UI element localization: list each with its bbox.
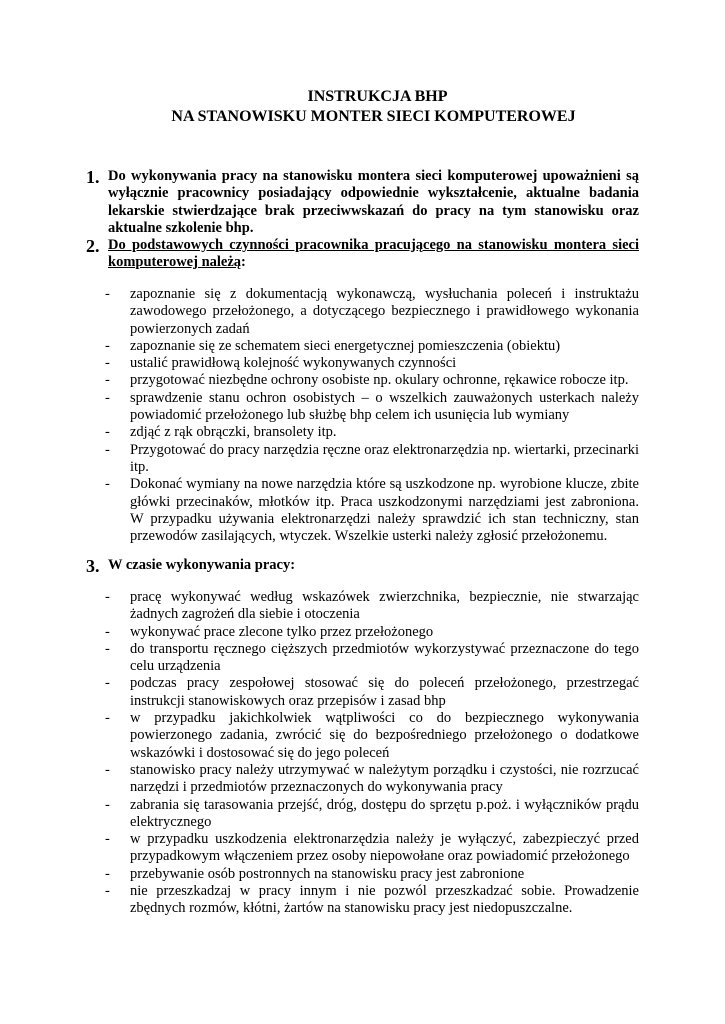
list-item bbox=[105, 883, 639, 918]
section-2-list bbox=[105, 286, 639, 545]
title-line-2: NA STANOWISKU MONTER SIECI KOMPUTEROWEJ bbox=[171, 108, 576, 125]
list-bullet: - bbox=[105, 761, 110, 778]
list-item bbox=[105, 476, 639, 545]
list-item-text: w przypadku jakichkolwiek wątpliwości co do bezpiecznego wykonywania powierzonego zadania, zwrócić się do bezpośredniego przełożonego o dodatkowe wskazówki i dostosować się do jego poleceń bbox=[130, 710, 639, 761]
list-bullet: - bbox=[105, 831, 110, 848]
list-item bbox=[105, 675, 639, 710]
list-bullet: - bbox=[105, 476, 110, 493]
list-item-text: w przypadku uszkodzenia elektronarzędzia należy je wyłączyć, zabezpieczyć przed przypadkowym włączeniem przez osoby niepowołane oraz powiadomić przełożonego bbox=[130, 831, 639, 865]
list-item bbox=[105, 624, 639, 641]
list-bullet: - bbox=[105, 372, 110, 389]
list-bullet: - bbox=[105, 865, 110, 882]
list-item bbox=[105, 762, 639, 797]
list-item bbox=[105, 710, 639, 762]
list-item-text: do transportu ręcznego cięższych przedmiotów wykorzystywać przeznaczone do tego celu urządzenia bbox=[130, 640, 639, 675]
list-item bbox=[105, 866, 639, 883]
section-heading-suffix: : bbox=[241, 254, 246, 271]
section-3-list bbox=[105, 589, 639, 918]
list-item-text: zabrania się tarasowania przejść, dróg, dostępu do sprzętu p.poż. i wyłączników prądu elektrycznego bbox=[130, 796, 639, 830]
list-bullet: - bbox=[105, 883, 110, 900]
list-bullet: - bbox=[105, 286, 110, 302]
list-item bbox=[105, 424, 639, 441]
list-item-text: przebywanie osób postronnych na stanowisku pracy jest zabronione bbox=[130, 865, 525, 882]
list-item bbox=[105, 797, 639, 832]
section-number: 1. bbox=[86, 167, 100, 187]
list-bullet: - bbox=[105, 796, 110, 813]
list-item bbox=[105, 641, 639, 676]
list-item bbox=[105, 390, 639, 425]
list-item-text: wykonywać prace zlecone tylko przez przełożonego bbox=[130, 623, 434, 640]
section-text bbox=[108, 237, 639, 272]
section-1 bbox=[86, 168, 639, 237]
list-item bbox=[105, 442, 639, 477]
list-item-text: zdjąć z rąk obrączki, bransolety itp. bbox=[130, 424, 337, 441]
list-item bbox=[105, 831, 639, 866]
section-number: 2. bbox=[86, 236, 100, 256]
section-3 bbox=[86, 557, 639, 574]
list-item-text: zapoznanie się ze schematem sieci energetycznej pomieszczenia (obiektu) bbox=[130, 337, 561, 354]
list-bullet: - bbox=[105, 710, 110, 727]
list-item-text: podczas pracy zespołowej stosować się do poleceń przełożonego, przestrzegać instrukcji stanowiskowych oraz przepisów i zasad bhp bbox=[130, 675, 639, 709]
list-item bbox=[105, 338, 639, 355]
list-item-text: ustalić prawidłową kolejność wykonywanych czynności bbox=[130, 355, 457, 372]
section-text: W czasie wykonywania pracy: bbox=[108, 557, 296, 573]
list-bullet: - bbox=[105, 675, 110, 692]
document-title bbox=[0, 87, 725, 127]
list-item-text: przygotować niezbędne ochrony osobiste np. okulary ochronne, rękawice robocze itp. bbox=[130, 372, 629, 389]
section-heading-text: Do podstawowych czynności pracownika pracującego na stanowisku montera sieci komputerowej należą bbox=[108, 237, 639, 271]
list-item-text: nie przeszkadzaj w pracy innym i nie pozwól przeszkadzać sobie. Prowadzenie zbędnych rozmów, kłótni, żartów na stanowisku pracy jest niedopuszczalne. bbox=[130, 883, 639, 917]
list-bullet: - bbox=[105, 640, 110, 657]
list-item-text: Dokonać wymiany na nowe narzędzia które są uszkodzone np. wyrobione klucze, zbite główki przecinaków, młotków itp. Praca uszkodzonymi narzędziami jest zabroniona. W przypadku używania elektronarzędzi należy sprawdzić ich stan techniczny, stan przewodów zasilających, wtyczek. Wszelkie usterki należy zgłosić przełożonemu. bbox=[130, 476, 639, 545]
list-item-text: zapoznanie się z dokumentacją wykonawczą, wysłuchania poleceń i instruktażu zawodowego przełożonego, a dotyczącego bezpiecznego i prawidłowego wykonania powierzonych zadań bbox=[130, 286, 639, 337]
list-item bbox=[105, 355, 639, 372]
list-bullet: - bbox=[105, 355, 110, 372]
list-bullet: - bbox=[105, 337, 110, 354]
list-item-text: stanowisko pracy należy utrzymywać w należytym porządku i czystości, nie rozrzucać narzędzi i przedmiotów przeznaczonych do wykonywania pracy bbox=[130, 761, 639, 796]
section-text: Do wykonywania pracy na stanowisku montera sieci komputerowej upoważnieni są wyłącznie pracownicy posiadający odpowiednie wykształcenie, aktualne badania lekarskie stwierdzające brak przeciwwskazań do pracy na tym stanowisku oraz aktualne szkolenie bhp. bbox=[108, 168, 639, 236]
title-line-1: INSTRUKCJA BHP bbox=[307, 88, 448, 105]
section-2 bbox=[86, 237, 639, 272]
list-bullet: - bbox=[105, 424, 110, 441]
list-bullet: - bbox=[105, 441, 110, 458]
list-item bbox=[105, 372, 639, 389]
list-item-text: pracę wykonywać według wskazówek zwierzchnika, bezpiecznie, nie stwarzając żadnych zagrożeń dla siebie i otoczenia bbox=[130, 589, 639, 623]
list-bullet: - bbox=[105, 623, 110, 640]
list-bullet: - bbox=[105, 389, 110, 406]
list-item bbox=[105, 286, 639, 338]
list-item-text: sprawdzenie stanu ochron osobistych – o wszelkich zauważonych usterkach należy powiadomić przełożonego lub służbę bhp celem ich usunięcia lub wymiany bbox=[130, 389, 639, 424]
list-item bbox=[105, 589, 639, 624]
list-bullet: - bbox=[105, 589, 110, 605]
section-number: 3. bbox=[86, 556, 100, 576]
list-item-text: Przygotować do pracy narzędzia ręczne oraz elektronarzędzia np. wiertarki, przecinarki itp. bbox=[130, 441, 639, 475]
